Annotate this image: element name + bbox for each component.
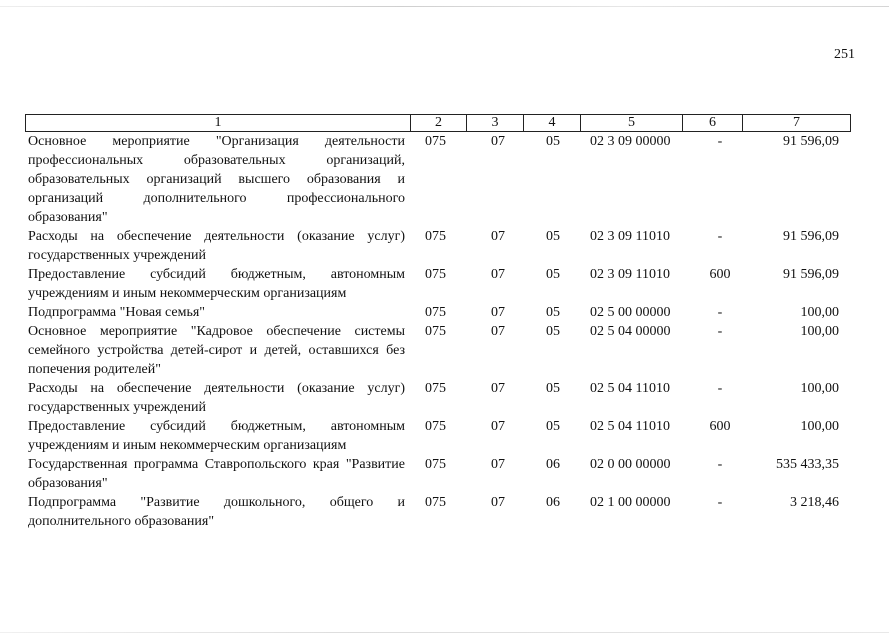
row-razdel: 07 bbox=[491, 305, 505, 320]
row-expense-type: 600 bbox=[709, 267, 731, 282]
row-grbs: 075 bbox=[425, 305, 446, 320]
row-razdel: 07 bbox=[491, 134, 505, 149]
row-target-article: 02 1 00 00000 bbox=[590, 495, 671, 510]
row-expense-type: - bbox=[717, 229, 723, 244]
column-header-1: 1 bbox=[214, 115, 222, 130]
row-amount: 100,00 bbox=[800, 381, 839, 396]
row-name: Расходы на обеспечение деятельности (оказание услуг) государственных учреждений bbox=[28, 229, 405, 263]
row-razdel: 07 bbox=[491, 229, 505, 244]
row-name: Основное мероприятие "Кадровое обеспечение системы семейного устройства детей-сирот и детей, оставшихся без попечения родителей" bbox=[28, 324, 405, 377]
row-target-article: 02 0 00 00000 bbox=[590, 457, 671, 472]
row-target-article: 02 5 04 11010 bbox=[590, 419, 670, 434]
row-expense-type: - bbox=[717, 134, 723, 149]
row-name: Предоставление субсидий бюджетным, автономным учреждениям и иным некоммерческим организациям bbox=[28, 419, 405, 453]
row-target-article: 02 5 04 11010 bbox=[590, 381, 670, 396]
row-razdel: 07 bbox=[491, 457, 505, 472]
row-name: Основное мероприятие "Организация деятельности профессиональных образовательных организаций, образовательных организаций высшего образования и организаций дополнительного профессионального образования" bbox=[28, 134, 405, 225]
row-target-article: 02 3 09 11010 bbox=[590, 229, 670, 244]
column-header-2: 2 bbox=[410, 115, 466, 131]
scan-edge-bottom bbox=[0, 632, 889, 633]
scan-edge-top bbox=[0, 6, 889, 7]
row-expense-type: - bbox=[717, 495, 723, 510]
row-amount: 91 596,09 bbox=[783, 134, 839, 149]
row-target-article: 02 5 04 00000 bbox=[590, 324, 671, 339]
column-header-4: 4 bbox=[523, 115, 580, 131]
column-header-7: 7 bbox=[742, 115, 850, 131]
row-podrazdel: 05 bbox=[546, 381, 560, 396]
row-podrazdel: 05 bbox=[546, 419, 560, 434]
row-target-article: 02 3 09 00000 bbox=[590, 134, 671, 149]
row-amount: 91 596,09 bbox=[783, 267, 839, 282]
column-header-5: 5 bbox=[580, 115, 682, 131]
row-podrazdel: 05 bbox=[546, 324, 560, 339]
row-name: Предоставление субсидий бюджетным, автономным учреждениям и иным некоммерческим организациям bbox=[28, 267, 405, 301]
row-podrazdel: 06 bbox=[546, 495, 560, 510]
row-grbs: 075 bbox=[425, 134, 446, 149]
row-name: Подпрограмма "Новая семья" bbox=[28, 305, 206, 320]
row-grbs: 075 bbox=[425, 381, 446, 396]
row-grbs: 075 bbox=[425, 495, 446, 510]
row-podrazdel: 05 bbox=[546, 267, 560, 282]
row-expense-type: - bbox=[717, 381, 723, 396]
row-target-article: 02 3 09 11010 bbox=[590, 267, 670, 282]
row-podrazdel: 05 bbox=[546, 229, 560, 244]
row-razdel: 07 bbox=[491, 267, 505, 282]
row-grbs: 075 bbox=[425, 419, 446, 434]
row-grbs: 075 bbox=[425, 229, 446, 244]
row-name: Государственная программа Ставропольского края "Развитие образования" bbox=[28, 457, 405, 491]
row-amount: 535 433,35 bbox=[776, 457, 839, 472]
row-name: Подпрограмма "Развитие дошкольного, общего и дополнительного образования" bbox=[28, 495, 405, 529]
row-razdel: 07 bbox=[491, 419, 505, 434]
column-header-3: 3 bbox=[466, 115, 523, 131]
row-name: Расходы на обеспечение деятельности (оказание услуг) государственных учреждений bbox=[28, 381, 405, 415]
row-expense-type: - bbox=[717, 305, 723, 320]
row-amount: 100,00 bbox=[800, 419, 839, 434]
row-razdel: 07 bbox=[491, 495, 505, 510]
row-podrazdel: 05 bbox=[546, 134, 560, 149]
row-expense-type: - bbox=[717, 457, 723, 472]
row-podrazdel: 06 bbox=[546, 457, 560, 472]
column-header-6: 6 bbox=[682, 115, 742, 131]
table-header bbox=[25, 114, 851, 132]
page-number: 251 bbox=[834, 47, 855, 62]
budget-table bbox=[25, 114, 851, 529]
row-razdel: 07 bbox=[491, 381, 505, 396]
row-grbs: 075 bbox=[425, 324, 446, 339]
row-expense-type: - bbox=[717, 324, 723, 339]
row-grbs: 075 bbox=[425, 457, 446, 472]
row-grbs: 075 bbox=[425, 267, 446, 282]
row-razdel: 07 bbox=[491, 324, 505, 339]
row-expense-type: 600 bbox=[709, 419, 731, 434]
row-amount: 3 218,46 bbox=[790, 495, 839, 510]
row-amount: 91 596,09 bbox=[783, 229, 839, 244]
row-amount: 100,00 bbox=[800, 324, 839, 339]
row-amount: 100,00 bbox=[800, 305, 839, 320]
row-target-article: 02 5 00 00000 bbox=[590, 305, 671, 320]
row-podrazdel: 05 bbox=[546, 305, 560, 320]
